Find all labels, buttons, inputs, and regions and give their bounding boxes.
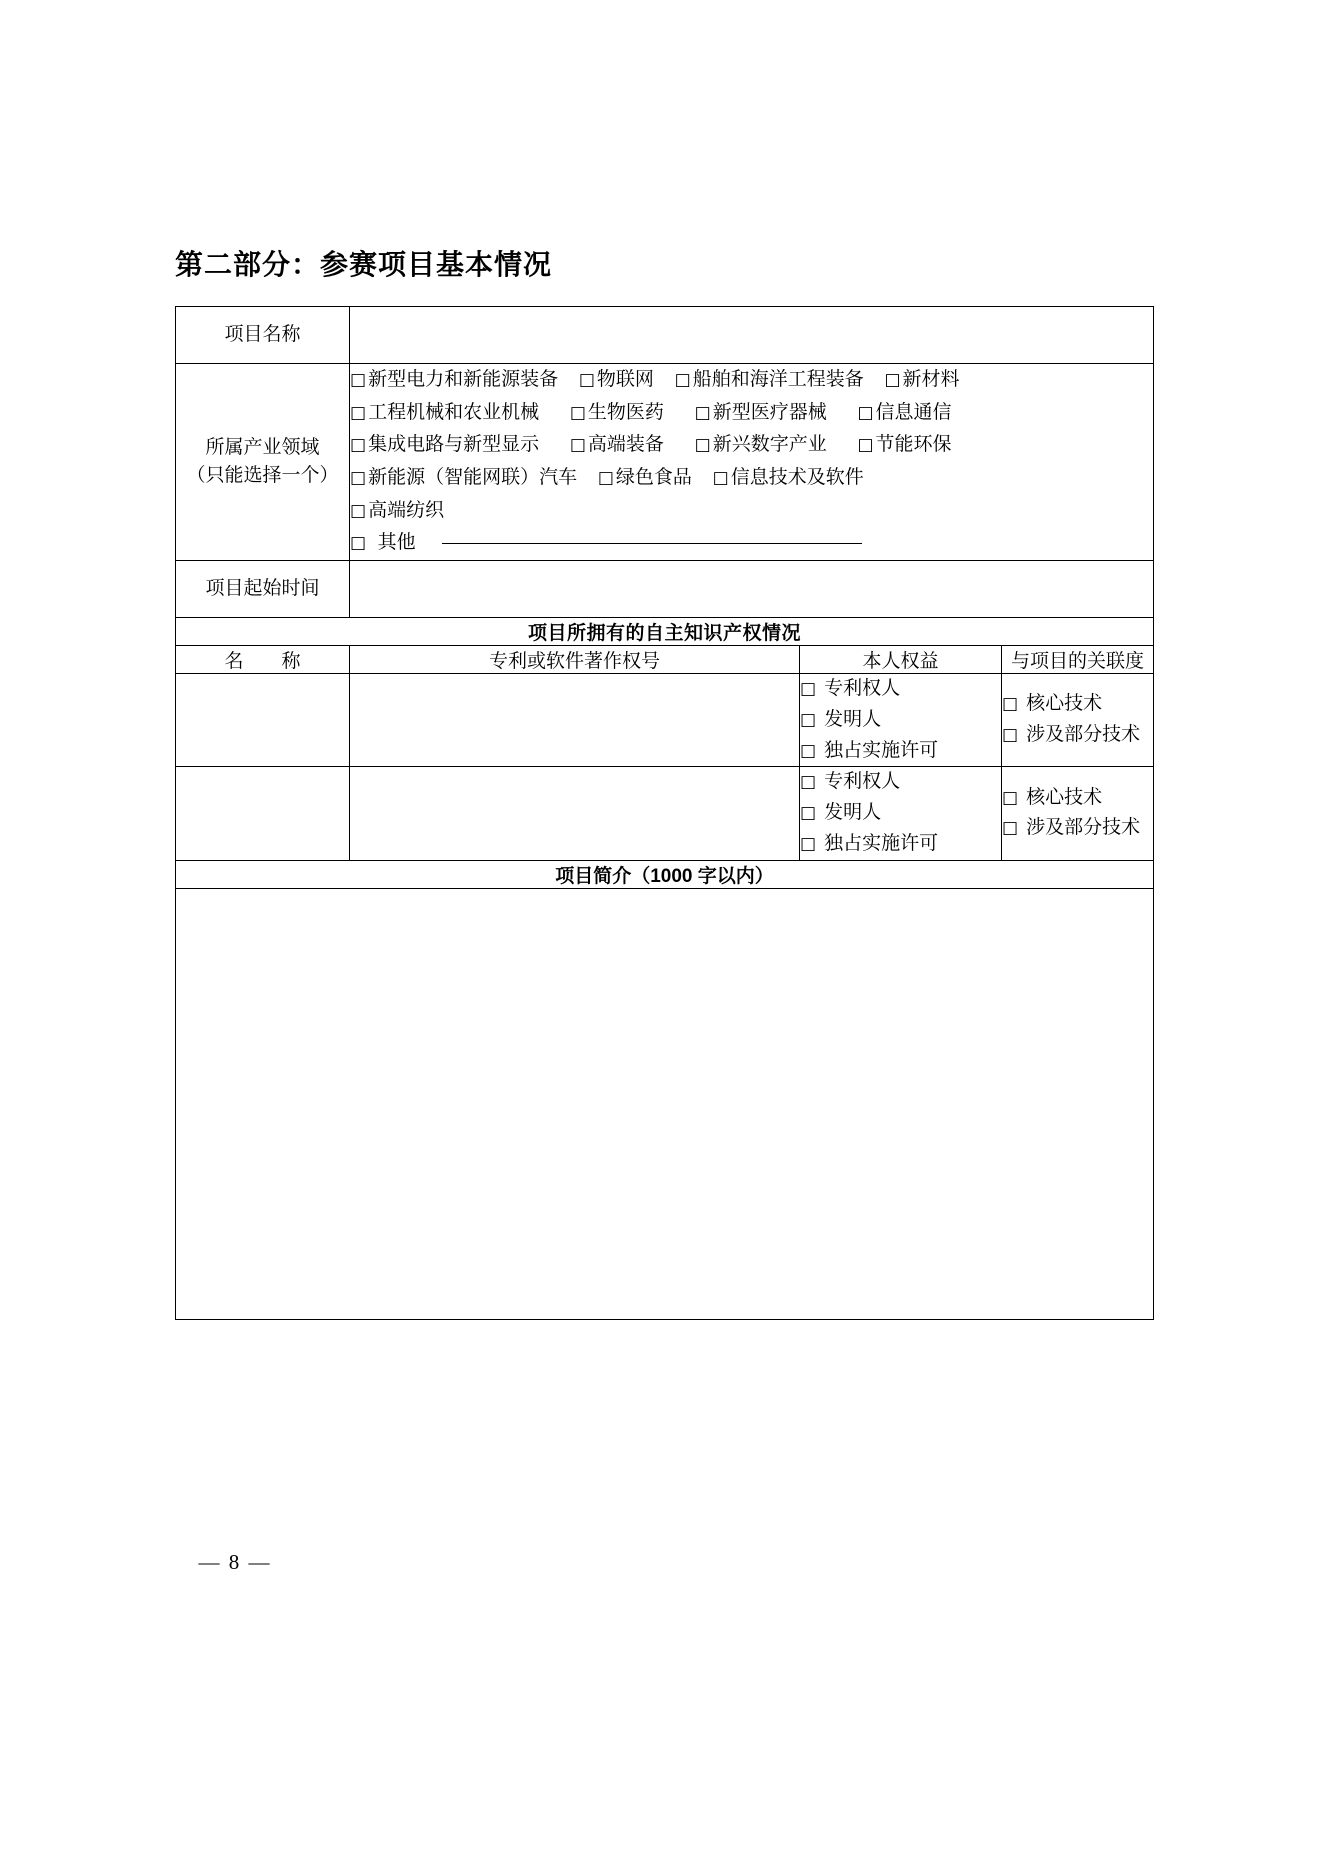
industry-option-label: 信息通信 [875, 401, 952, 423]
industry-options-row-5 [350, 495, 1153, 528]
checkbox-icon[interactable]: □ [800, 740, 817, 761]
ip-name-input[interactable] [176, 767, 350, 860]
checkbox-icon[interactable]: □ [1002, 694, 1019, 715]
ip-name-input[interactable] [176, 674, 350, 767]
industry-label [176, 364, 350, 561]
ip-rights-option[interactable] [800, 829, 1001, 860]
ip-rights-option-label: 专利权人 [824, 771, 901, 793]
industry-option-label: 其他 [377, 532, 416, 554]
checkbox-icon[interactable]: □ [884, 370, 901, 390]
industry-other-input[interactable] [442, 542, 862, 544]
table-row-industry [176, 364, 1154, 561]
ip-relation-option[interactable] [1002, 783, 1153, 814]
industry-option[interactable] [695, 434, 827, 455]
industry-option-label: 高端装备 [587, 434, 664, 456]
industry-option[interactable] [695, 402, 827, 423]
industry-option-label: 信息技术及软件 [730, 467, 864, 489]
industry-options-group [350, 364, 1154, 561]
ip-rights-options [800, 674, 1002, 767]
industry-option[interactable] [675, 369, 864, 390]
table-row [176, 767, 1154, 860]
ip-relation-option-label: 核心技术 [1026, 693, 1103, 715]
ip-relation-options [1002, 767, 1154, 860]
ip-rights-option[interactable] [800, 767, 1001, 798]
table-row-ip-headers [176, 646, 1154, 674]
ip-rights-option[interactable] [800, 736, 1001, 767]
industry-option-label: 集成电路与新型显示 [368, 434, 540, 456]
ip-rights-option-label: 独占实施许可 [824, 832, 939, 854]
ip-rights-option-label: 发明人 [824, 802, 882, 824]
industry-option-label: 新材料 [902, 369, 960, 390]
checkbox-icon[interactable]: □ [597, 468, 614, 489]
checkbox-icon[interactable]: □ [578, 370, 595, 390]
checkbox-icon[interactable]: □ [569, 435, 586, 456]
industry-option-label: 新兴数字产业 [712, 434, 827, 456]
checkbox-icon[interactable]: □ [800, 833, 817, 854]
ip-rights-option[interactable] [800, 798, 1001, 829]
industry-option-label: 船舶和海洋工程装备 [692, 369, 864, 390]
industry-option-other[interactable] [350, 532, 416, 553]
industry-option-label: 工程机械和农业机械 [368, 401, 540, 423]
checkbox-icon[interactable]: □ [350, 468, 367, 489]
industry-option[interactable] [884, 369, 959, 390]
checkbox-icon[interactable]: □ [800, 679, 817, 700]
ip-rights-option-label: 专利权人 [824, 678, 901, 700]
industry-option[interactable] [350, 467, 577, 488]
checkbox-icon[interactable]: □ [857, 402, 874, 423]
ip-relation-option[interactable] [1002, 689, 1153, 720]
checkbox-icon[interactable]: □ [350, 435, 367, 456]
industry-option[interactable] [350, 402, 539, 423]
checkbox-icon[interactable]: □ [800, 803, 817, 824]
ip-relation-options [1002, 674, 1154, 767]
checkbox-icon[interactable]: □ [1002, 725, 1019, 746]
ip-header-rights: 本人权益 [800, 646, 1002, 674]
industry-option[interactable] [350, 434, 539, 455]
industry-options-row-2 [350, 397, 1153, 430]
ip-rights-option-label: 独占实施许可 [824, 739, 939, 761]
industry-option-label: 新能源（智能网联）汽车 [368, 467, 578, 489]
ip-header-name: 名 称 [176, 646, 350, 674]
checkbox-icon[interactable]: □ [674, 370, 691, 390]
table-row-start-time [176, 561, 1154, 618]
ip-relation-option[interactable] [1002, 813, 1153, 844]
page-title: 第二部分：参赛项目基本情况 [175, 249, 553, 280]
checkbox-icon[interactable]: □ [569, 402, 586, 423]
ip-relation-option[interactable] [1002, 720, 1153, 751]
industry-option[interactable] [350, 369, 558, 390]
checkbox-icon[interactable]: □ [350, 500, 367, 521]
checkbox-icon[interactable]: □ [1002, 818, 1019, 839]
checkbox-icon[interactable]: □ [350, 402, 367, 423]
industry-label-line1: 所属产业领域 [205, 436, 320, 458]
industry-options-row-6 [350, 527, 1153, 560]
ip-section-title: 项目所拥有的自主知识产权情况 [176, 618, 1154, 646]
industry-option[interactable] [570, 434, 664, 455]
industry-label-line2: （只能选择一个） [186, 465, 339, 487]
industry-option-label: 节能环保 [875, 434, 952, 456]
ip-relation-option-label: 核心技术 [1026, 786, 1103, 808]
checkbox-icon[interactable]: □ [712, 468, 729, 489]
industry-option-label: 物联网 [596, 369, 654, 390]
brief-title: 项目简介（1000 字以内） [176, 860, 1154, 888]
ip-header-patent-number: 专利或软件著作权号 [350, 646, 800, 674]
checkbox-icon[interactable]: □ [350, 533, 367, 554]
industry-option[interactable] [570, 402, 664, 423]
industry-option[interactable] [350, 500, 444, 521]
industry-option-label: 新型电力和新能源装备 [368, 369, 559, 390]
ip-header-relation: 与项目的关联度 [1002, 646, 1154, 674]
project-name-label: 项目名称 [176, 307, 350, 364]
table-row-brief-title [176, 860, 1154, 888]
industry-option-label: 高端纺织 [368, 499, 445, 521]
table-row [176, 674, 1154, 767]
ip-rights-options [800, 767, 1002, 860]
industry-option-label: 生物医药 [587, 401, 664, 423]
project-name-input[interactable] [350, 307, 1154, 364]
checkbox-icon[interactable]: □ [350, 370, 367, 390]
checkbox-icon[interactable]: □ [1002, 787, 1019, 808]
ip-relation-option-label: 涉及部分技术 [1026, 817, 1141, 839]
ip-number-input[interactable] [350, 767, 800, 860]
industry-option[interactable] [713, 467, 864, 488]
page-number: — 8 — [198, 1550, 272, 1574]
table-row-brief-body [176, 888, 1154, 1319]
ip-rights-option-label: 发明人 [824, 708, 882, 730]
checkbox-icon[interactable]: □ [694, 435, 711, 456]
industry-option-label: 绿色食品 [615, 467, 692, 489]
industry-options-row-1 [350, 364, 1153, 397]
start-time-label: 项目起始时间 [176, 561, 350, 618]
ip-rights-option[interactable] [800, 705, 1001, 736]
brief-textarea[interactable] [176, 888, 1154, 1319]
project-info-form [175, 306, 1154, 1320]
industry-option[interactable] [857, 402, 951, 423]
industry-option[interactable] [579, 369, 654, 390]
ip-number-input[interactable] [350, 674, 800, 767]
table-row-project-name [176, 307, 1154, 364]
industry-options-row-3 [350, 429, 1153, 462]
checkbox-icon[interactable]: □ [800, 772, 817, 793]
ip-relation-option-label: 涉及部分技术 [1026, 724, 1141, 746]
checkbox-icon[interactable]: □ [694, 402, 711, 423]
start-time-input[interactable] [350, 561, 1154, 618]
ip-rights-option[interactable] [800, 674, 1001, 705]
table-row-ip-section-title [176, 618, 1154, 646]
checkbox-icon[interactable]: □ [857, 435, 874, 456]
industry-options-row-4 [350, 462, 1153, 495]
industry-option-label: 新型医疗器械 [712, 401, 827, 423]
checkbox-icon[interactable]: □ [800, 709, 817, 730]
industry-option[interactable] [598, 467, 692, 488]
industry-option[interactable] [857, 434, 951, 455]
